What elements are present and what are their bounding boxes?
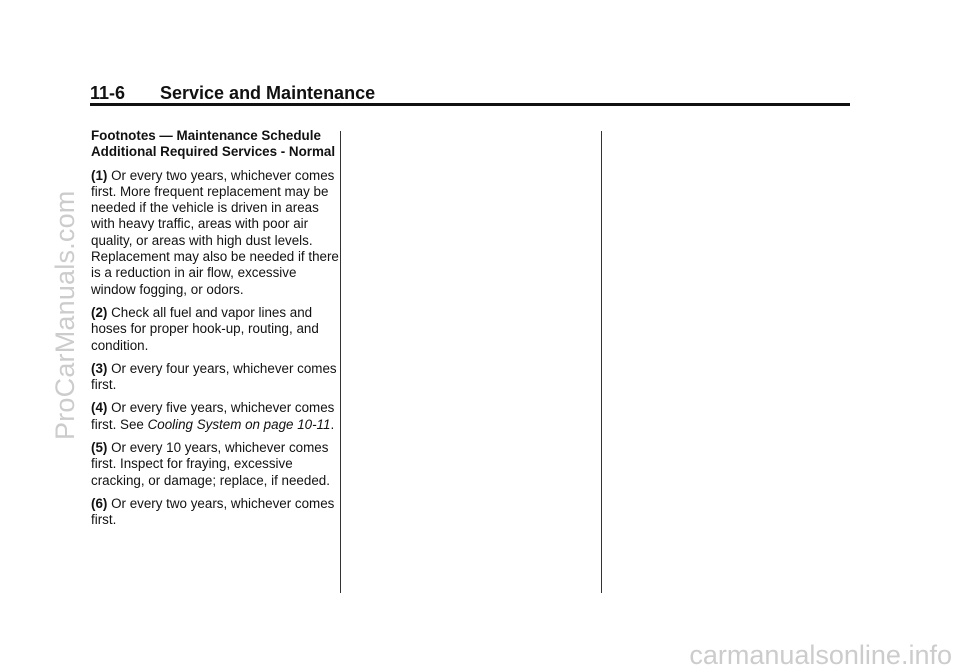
footnote-number: (3) [91,360,108,376]
footnote-text: Check all fuel and vapor lines and hoses for proper hook-up, routing, and condition. [91,304,319,353]
footnote-text: Or every four years, whichever comes first. [91,360,337,393]
bottom-watermark: carmanualsonline.info [689,640,952,670]
column-divider-1 [340,131,341,593]
footnote-2 [91,305,339,354]
cross-reference-link[interactable]: Cooling System on page 10-11 [147,416,331,432]
side-watermark: ProCarManuals.com [50,190,80,440]
footnotes-column [91,128,339,536]
footnote-number: (6) [91,495,108,511]
footnote-5 [91,440,339,489]
footnotes-heading: Footnotes — Maintenance Schedule Additional Required Services - Normal [91,128,336,160]
footnote-text: Or every 10 years, whichever comes first. Inspect for fraying, excessive cracking, or damage; replace, if needed. [91,440,330,488]
header-rule [90,103,850,106]
column-divider-2 [601,131,602,593]
footnote-text: Or every five years, whichever comes first. See [91,400,335,432]
section-title: Service and Maintenance [160,83,376,103]
footnote-3 [91,361,339,394]
footnote-text: Or every two years, whichever comes first. More frequent replacement may be needed if the vehicle is driven in areas with heavy traffic, areas with poor air quality, or areas with high dust levels. Replacement may also be needed if there is a reduction in air flow, excessive window fogging, or odors. [91,167,339,297]
footnote-number: (5) [91,440,108,456]
footnote-number: (4) [91,400,108,416]
footnote-number: (2) [91,304,108,320]
page-number: 11-6 [90,83,126,103]
footnote-number: (1) [91,167,108,183]
footnote-4 [91,400,339,433]
footnote-1 [91,168,339,298]
footnote-6 [91,496,339,529]
footnote-text-end: . [330,416,335,432]
footnote-text: Or every two years, whichever comes first. [91,495,335,528]
